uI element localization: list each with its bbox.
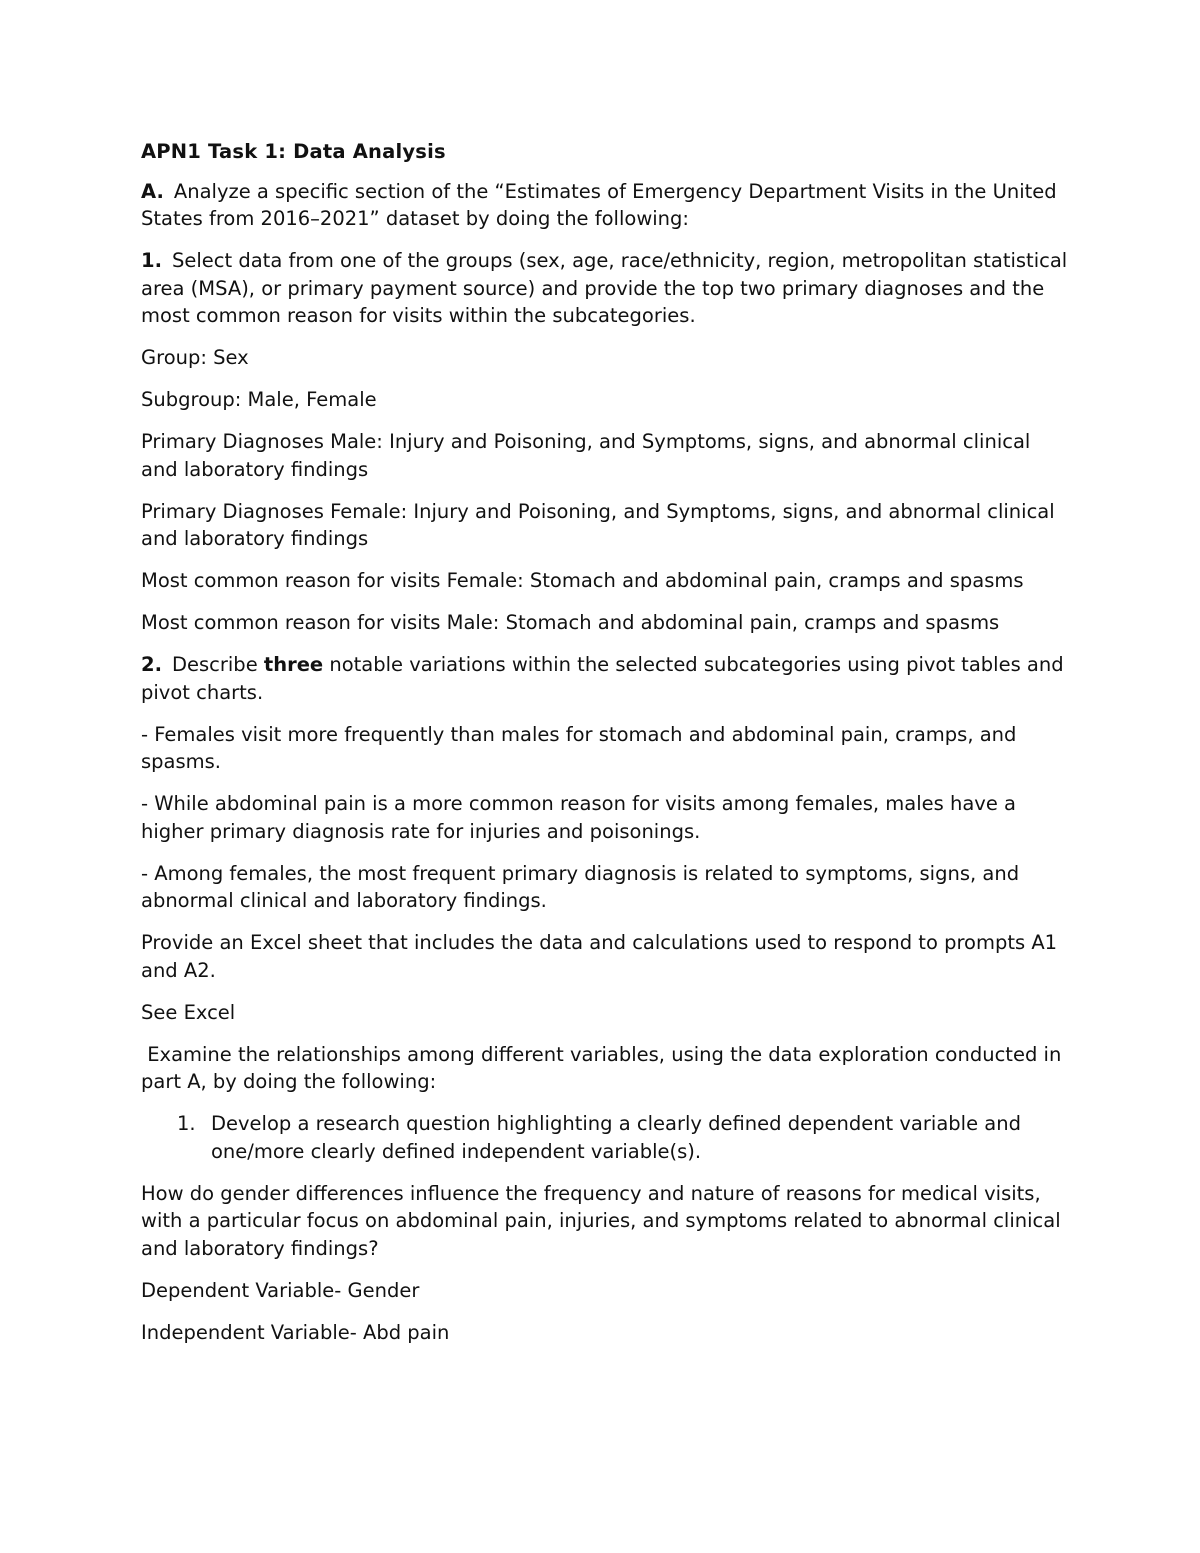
reason-visits-male: Most common reason for visits Male: Stomach and abdominal pain, cramps and spasms <box>141 611 1000 634</box>
section-a-text: Analyze a specific section of the “Estimates of Emergency Department Visits in the United States from 2016–2021” dataset by doing the following: <box>141 179 1057 230</box>
examine-text: Examine the relationships among different variables, using the data exploration conducted in part A, by doing the following: <box>141 1042 1062 1093</box>
item-2-text-after: notable variations within the selected subcategories using pivot tables and pivot charts. <box>141 653 1064 704</box>
numbered-list <box>141 1110 1071 1165</box>
document-title: APN1 Task 1: Data Analysis <box>141 140 446 163</box>
research-question: How do gender differences influence the frequency and nature of reasons for medical visits, with a particular focus on abdominal pain, injuries, and symptoms related to abnormal clinical and laboratory findings? <box>141 1181 1061 1260</box>
section-a-label: A. <box>141 179 164 203</box>
item-2-label: 2. <box>141 653 162 676</box>
independent-variable: Independent Variable- Abd pain <box>141 1320 450 1344</box>
examine-paragraph <box>141 1041 1071 1096</box>
list-item <box>141 1110 1071 1165</box>
section-a-paragraph <box>141 178 1071 233</box>
document-page <box>141 138 1071 1361</box>
excel-prompt: Provide an Excel sheet that includes the data and calculations used to respond to prompts A1 and A2. <box>141 931 1058 982</box>
item-2-text-before: Describe <box>171 653 264 676</box>
variation-item: - While abdominal pain is a more common reason for visits among females, males have a higher primary diagnosis rate for injuries and poisonings. <box>141 792 1016 843</box>
primary-diagnoses-male: Primary Diagnoses Male: Injury and Poisoning, and Symptoms, signs, and abnormal clinical and laboratory findings <box>141 430 1031 481</box>
variation-item: - Among females, the most frequent primary diagnosis is related to symptoms, signs, and abnormal clinical and laboratory findings. <box>141 861 1020 912</box>
list-item-number: 1. <box>177 1112 196 1135</box>
list-item-text: Develop a research question highlighting a clearly defined dependent variable and one/more clearly defined independent variable(s). <box>211 1112 1021 1163</box>
item-1-paragraph <box>141 247 1071 330</box>
item-2-emphasis: three <box>263 653 324 676</box>
item-1-text: Select data from one of the groups (sex, age, race/ethnicity, region, metropolitan statistical area (MSA), or primary payment source) and provide the top two primary diagnoses and the most common reason for visits within the subcategories. <box>141 249 1068 327</box>
reason-visits-female: Most common reason for visits Female: Stomach and abdominal pain, cramps and spasms <box>141 569 1024 592</box>
item-1-label: 1. <box>141 249 162 272</box>
group-line: Group: Sex <box>141 346 249 369</box>
variation-item: - Females visit more frequently than males for stomach and abdominal pain, cramps, and spasms. <box>141 722 1017 773</box>
item-2-paragraph <box>141 651 1071 706</box>
primary-diagnoses-female: Primary Diagnoses Female: Injury and Poisoning, and Symptoms, signs, and abnormal clinical and laboratory findings <box>141 499 1055 550</box>
dependent-variable: Dependent Variable- Gender <box>141 1278 420 1302</box>
see-excel-note: See Excel <box>141 1000 236 1024</box>
subgroup-line: Subgroup: Male, Female <box>141 388 377 411</box>
